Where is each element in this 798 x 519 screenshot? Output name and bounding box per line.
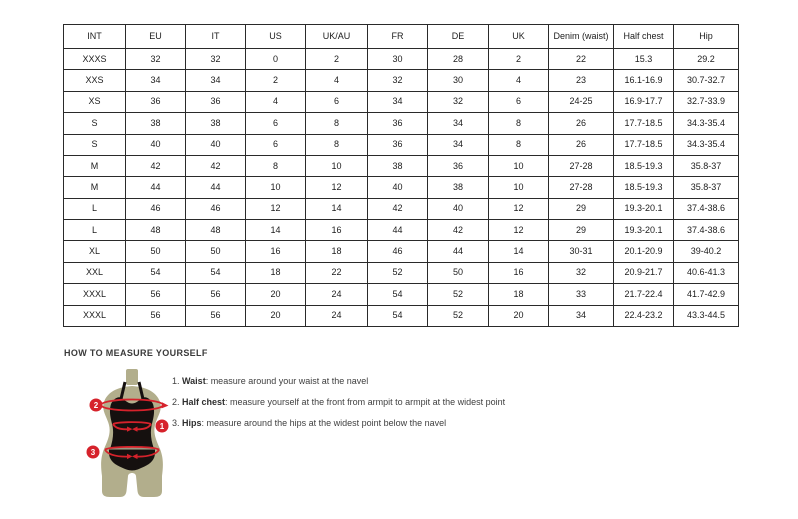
size-cell: 42 — [428, 220, 489, 241]
size-cell: 10 — [489, 177, 549, 198]
size-cell: 17.7-18.5 — [614, 134, 674, 155]
size-cell: 34 — [428, 134, 489, 155]
size-cell: 38 — [428, 177, 489, 198]
size-cell: 15.3 — [614, 49, 674, 70]
size-row — [64, 262, 739, 283]
size-cell: 26 — [549, 113, 614, 134]
size-cell: 30.7-32.7 — [674, 70, 739, 91]
size-cell: 6 — [489, 91, 549, 112]
size-cell: 37.4-38.6 — [674, 198, 739, 219]
size-cell: 12 — [306, 177, 368, 198]
measure-step — [172, 392, 505, 413]
size-row — [64, 305, 739, 327]
size-cell: 35.8-37 — [674, 155, 739, 176]
size-row — [64, 241, 739, 262]
size-cell: 54 — [368, 284, 428, 305]
measurement-figure-illustration — [84, 369, 184, 499]
size-cell: 36 — [186, 91, 246, 112]
size-cell: 16.9-17.7 — [614, 91, 674, 112]
size-cell: 10 — [246, 177, 306, 198]
size-cell: 6 — [306, 91, 368, 112]
size-row — [64, 70, 739, 91]
size-cell: 36 — [428, 155, 489, 176]
size-cell: 12 — [489, 198, 549, 219]
size-cell: 4 — [306, 70, 368, 91]
size-cell: 16 — [306, 220, 368, 241]
hips-badge-number: 3 — [90, 448, 96, 457]
step-number: 2. — [172, 397, 183, 407]
size-cell: 35.8-37 — [674, 177, 739, 198]
size-cell: 39-40.2 — [674, 241, 739, 262]
size-cell: XXL — [64, 262, 126, 283]
size-cell: 2 — [489, 49, 549, 70]
size-cell: 19.3-20.1 — [614, 198, 674, 219]
size-row — [64, 113, 739, 134]
column-header: UK — [489, 25, 549, 49]
size-cell: 33 — [549, 284, 614, 305]
size-row — [64, 49, 739, 70]
size-cell: 44 — [126, 177, 186, 198]
size-cell: 14 — [306, 198, 368, 219]
size-cell: 50 — [186, 241, 246, 262]
size-cell: 46 — [186, 198, 246, 219]
size-cell: 2 — [246, 70, 306, 91]
size-cell: 30 — [368, 49, 428, 70]
size-cell: 42 — [126, 155, 186, 176]
measure-steps — [172, 371, 505, 434]
size-cell: 14 — [489, 241, 549, 262]
size-cell: 40 — [186, 134, 246, 155]
size-cell: 20 — [489, 305, 549, 327]
how-to-measure-title: HOW TO MEASURE YOURSELF — [64, 348, 208, 358]
size-cell: 32.7-33.9 — [674, 91, 739, 112]
size-cell: XXXS — [64, 49, 126, 70]
size-cell: 52 — [428, 305, 489, 327]
size-cell: 54 — [186, 262, 246, 283]
size-cell: 52 — [428, 284, 489, 305]
half-chest-badge-number: 2 — [93, 401, 99, 410]
size-cell: 32 — [126, 49, 186, 70]
size-cell: 18 — [246, 262, 306, 283]
size-cell: 30-31 — [549, 241, 614, 262]
size-row — [64, 177, 739, 198]
size-cell: 23 — [549, 70, 614, 91]
step-text: : measure around your waist at the navel — [205, 376, 369, 386]
size-cell: 20 — [246, 305, 306, 327]
column-header: Denim (waist) — [549, 25, 614, 49]
size-cell: 24 — [306, 284, 368, 305]
column-header: Hip — [674, 25, 739, 49]
size-cell: 18 — [306, 241, 368, 262]
size-cell: 56 — [186, 305, 246, 327]
size-cell: 34 — [549, 305, 614, 327]
size-cell: 26 — [549, 134, 614, 155]
step-term: Waist — [182, 376, 206, 386]
size-row — [64, 220, 739, 241]
size-cell: 8 — [306, 134, 368, 155]
size-cell: 44 — [368, 220, 428, 241]
size-cell: 29.2 — [674, 49, 739, 70]
size-cell: 28 — [428, 49, 489, 70]
column-header: UK/AU — [306, 25, 368, 49]
size-cell: 20 — [246, 284, 306, 305]
size-cell: 34.3-35.4 — [674, 134, 739, 155]
size-cell: 34 — [186, 70, 246, 91]
size-cell: 29 — [549, 198, 614, 219]
size-cell: 27-28 — [549, 155, 614, 176]
size-cell: 16.1-16.9 — [614, 70, 674, 91]
size-cell: 46 — [368, 241, 428, 262]
size-row — [64, 91, 739, 112]
size-cell: 32 — [368, 70, 428, 91]
size-cell: 6 — [246, 113, 306, 134]
size-cell: 42 — [186, 155, 246, 176]
size-cell: 4 — [489, 70, 549, 91]
size-cell: 16 — [489, 262, 549, 283]
size-cell: 56 — [186, 284, 246, 305]
size-cell: 34.3-35.4 — [674, 113, 739, 134]
size-cell: 8 — [306, 113, 368, 134]
size-cell: XXXL — [64, 284, 126, 305]
step-term: Half chest — [182, 397, 226, 407]
size-cell: 24 — [306, 305, 368, 327]
size-cell: 12 — [489, 220, 549, 241]
measure-step — [172, 413, 505, 434]
size-cell: 40 — [368, 177, 428, 198]
size-cell: 22 — [549, 49, 614, 70]
size-cell: 12 — [246, 198, 306, 219]
size-cell: 41.7-42.9 — [674, 284, 739, 305]
column-header: IT — [186, 25, 246, 49]
size-cell: 36 — [368, 113, 428, 134]
size-cell: 34 — [368, 91, 428, 112]
size-cell: 56 — [126, 284, 186, 305]
size-cell: 0 — [246, 49, 306, 70]
size-cell: 21.7-22.4 — [614, 284, 674, 305]
size-row — [64, 134, 739, 155]
size-cell: 19.3-20.1 — [614, 220, 674, 241]
size-cell: 14 — [246, 220, 306, 241]
step-text: : measure around the hips at the widest point below the navel — [201, 418, 447, 428]
size-cell: 8 — [489, 134, 549, 155]
size-cell: M — [64, 155, 126, 176]
size-cell: 43.3-44.5 — [674, 305, 739, 327]
size-cell: 17.7-18.5 — [614, 113, 674, 134]
size-cell: 27-28 — [549, 177, 614, 198]
size-cell: S — [64, 134, 126, 155]
size-cell: 48 — [126, 220, 186, 241]
size-cell: 4 — [246, 91, 306, 112]
size-cell: 40.6-41.3 — [674, 262, 739, 283]
step-text: : measure yourself at the front from armpit to armpit at the widest point — [225, 397, 506, 407]
size-cell: XXS — [64, 70, 126, 91]
size-cell: 24-25 — [549, 91, 614, 112]
size-chart-body — [64, 49, 739, 327]
size-cell: M — [64, 177, 126, 198]
size-cell: 36 — [126, 91, 186, 112]
size-cell: 29 — [549, 220, 614, 241]
size-cell: 36 — [368, 134, 428, 155]
step-number: 3. — [172, 418, 183, 428]
size-row — [64, 155, 739, 176]
size-cell: 54 — [368, 305, 428, 327]
size-row — [64, 284, 739, 305]
size-cell: S — [64, 113, 126, 134]
size-cell: 20.1-20.9 — [614, 241, 674, 262]
size-cell: 50 — [126, 241, 186, 262]
size-cell: 10 — [306, 155, 368, 176]
column-header: Half chest — [614, 25, 674, 49]
size-cell: 50 — [428, 262, 489, 283]
size-cell: L — [64, 198, 126, 219]
mannequin-neck — [126, 369, 138, 385]
size-chart-header-row — [64, 25, 739, 49]
size-cell: 18.5-19.3 — [614, 177, 674, 198]
size-cell: 6 — [246, 134, 306, 155]
size-cell: 20.9-21.7 — [614, 262, 674, 283]
size-cell: 8 — [246, 155, 306, 176]
size-chart-table — [63, 24, 739, 327]
column-header: EU — [126, 25, 186, 49]
size-row — [64, 198, 739, 219]
size-cell: 32 — [186, 49, 246, 70]
step-term: Hips — [182, 418, 202, 428]
column-header: INT — [64, 25, 126, 49]
size-cell: 42 — [368, 198, 428, 219]
size-cell: XS — [64, 91, 126, 112]
size-cell: 38 — [126, 113, 186, 134]
size-cell: 10 — [489, 155, 549, 176]
size-cell: 32 — [549, 262, 614, 283]
measure-step — [172, 371, 505, 392]
size-cell: 8 — [489, 113, 549, 134]
size-cell: 46 — [126, 198, 186, 219]
size-cell: 48 — [186, 220, 246, 241]
size-cell: 44 — [186, 177, 246, 198]
size-cell: 2 — [306, 49, 368, 70]
size-cell: 38 — [368, 155, 428, 176]
size-cell: 16 — [246, 241, 306, 262]
column-header: FR — [368, 25, 428, 49]
size-cell: 54 — [126, 262, 186, 283]
size-cell: L — [64, 220, 126, 241]
waist-badge-number: 1 — [159, 422, 165, 431]
size-cell: XXXL — [64, 305, 126, 327]
column-header: DE — [428, 25, 489, 49]
step-number: 1. — [172, 376, 183, 386]
size-cell: 38 — [186, 113, 246, 134]
chest-arrowhead — [162, 402, 169, 408]
size-cell: 44 — [428, 241, 489, 262]
size-cell: 34 — [126, 70, 186, 91]
size-cell: 22.4-23.2 — [614, 305, 674, 327]
size-cell: 56 — [126, 305, 186, 327]
column-header: US — [246, 25, 306, 49]
size-cell: 22 — [306, 262, 368, 283]
size-cell: 34 — [428, 113, 489, 134]
size-cell: 30 — [428, 70, 489, 91]
size-cell: 37.4-38.6 — [674, 220, 739, 241]
size-cell: 18 — [489, 284, 549, 305]
size-cell: 32 — [428, 91, 489, 112]
size-cell: 52 — [368, 262, 428, 283]
size-cell: 40 — [126, 134, 186, 155]
size-cell: XL — [64, 241, 126, 262]
size-cell: 18.5-19.3 — [614, 155, 674, 176]
size-cell: 40 — [428, 198, 489, 219]
